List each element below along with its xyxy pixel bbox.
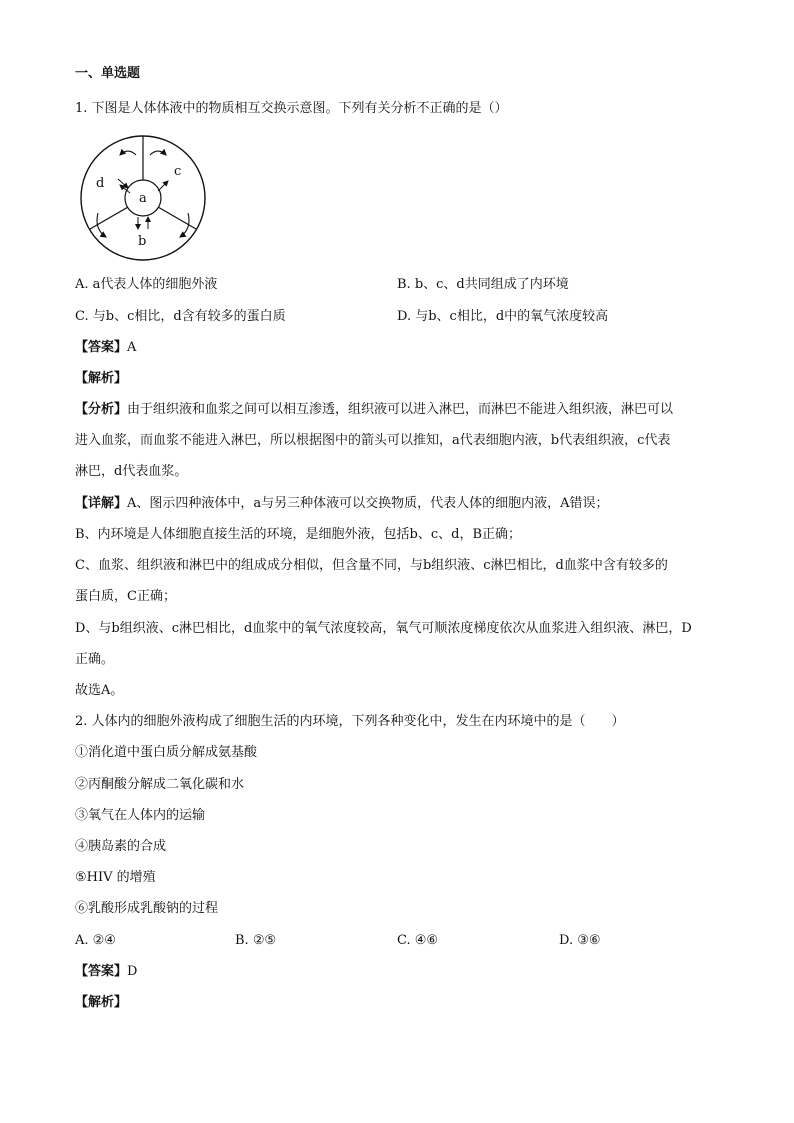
question-1-stem: 1. 下图是人体体液中的物质相互交换示意图。下列有关分析不正确的是（）	[75, 101, 508, 116]
arrow-c-bottom	[180, 213, 189, 237]
q2-answer	[75, 963, 137, 981]
q1-analysis-tag: 【解析】	[75, 371, 128, 386]
arrow-a-to-d	[120, 185, 130, 193]
q2-item-2: ②丙酮酸分解成二氧化碳和水	[75, 777, 245, 792]
arrow-d-bottom	[97, 213, 106, 237]
q1-xiangjie-line-5: D、与b组织液、c淋巴相比，d血浆中的氧气浓度较高，氧气可顺浓度梯度依次从血浆进入组织液、淋巴，D	[75, 621, 692, 636]
label-c: c	[174, 164, 182, 179]
q2-item-1: ①消化道中蛋白质分解成氨基酸	[75, 745, 258, 760]
answer-tag: 【答案】	[75, 340, 128, 355]
q2-option-c: C. ④⑥	[397, 933, 439, 948]
answer-value: A	[127, 340, 137, 355]
label-b: b	[138, 234, 147, 249]
divider-left	[90, 207, 128, 229]
q2-item-6: ⑥乳酸形成乳酸钠的过程	[75, 901, 219, 916]
q2-analysis-tag: 【解析】	[75, 995, 128, 1010]
q2-option-a: A. ②④	[75, 933, 116, 948]
q1-xiangjie-line-6: 正确。	[75, 652, 115, 667]
body-fluid-exchange-diagram	[78, 133, 208, 263]
q1-fenxi-line-2: 进入血浆，而血浆不能进入淋巴，所以根据图中的箭头可以推知，a代表细胞内液，b代表组织液，c代表	[75, 433, 671, 448]
q1-fenxi-line-3: 淋巴，d代表血浆。	[75, 464, 188, 479]
answer-tag: 【答案】	[75, 964, 128, 979]
xiangjie-text: A、图示四种液体中，a与另三种体液可以交换物质，代表人体的细胞内液，A错误；	[127, 496, 609, 511]
q1-fenxi-line-1	[75, 401, 673, 419]
q1-xiangjie-line-7: 故选A。	[75, 683, 124, 698]
q1-option-a: A. a代表人体的细胞外液	[75, 277, 218, 292]
q1-option-b: B. b、c、d共同组成了内环境	[397, 277, 569, 292]
arrow-d-to-a	[118, 179, 128, 188]
fenxi-text: 由于组织液和血浆之间可以相互渗透，组织液可以进入淋巴，而淋巴不能进入组织液，淋巴可以	[127, 402, 674, 417]
q1-xiangjie-line-1	[75, 495, 609, 513]
arrow-d-top	[120, 151, 136, 155]
answer-value: D	[127, 964, 138, 979]
question-2-stem: 2. 人体内的细胞外液构成了细胞生活的内环境，下列各种变化中，发生在内环境中的是（ ）	[75, 714, 625, 729]
q2-item-3: ③氧气在人体内的运输	[75, 808, 206, 823]
q1-option-c: C. 与b、c相比，d含有较多的蛋白质	[75, 309, 286, 324]
q2-item-4: ④胰岛素的合成	[75, 839, 167, 854]
label-d: d	[96, 176, 105, 191]
section-title: 一、单选题	[75, 66, 141, 81]
arrow-c-top	[150, 151, 166, 155]
q1-xiangjie-line-4: 蛋白质，C正确；	[75, 589, 176, 604]
label-a: a	[139, 191, 147, 206]
q2-option-d: D. ③⑥	[559, 933, 601, 948]
arrow-a-to-c	[158, 181, 168, 191]
xiangjie-tag: 【详解】	[75, 496, 128, 511]
q2-option-b: B. ②⑤	[235, 933, 277, 948]
q2-item-5: ⑤HIV 的增殖	[75, 870, 156, 885]
divider-right	[158, 207, 196, 229]
q1-xiangjie-line-3: C、血浆、组织液和淋巴中的组成成分相似，但含量不同，与b组织液、c淋巴相比，d血浆中含有较多的	[75, 558, 668, 573]
fenxi-tag: 【分析】	[75, 402, 128, 417]
q1-xiangjie-line-2: B、内环境是人体细胞直接生活的环境，是细胞外液，包括b、c、d，B正确；	[75, 527, 522, 542]
q1-answer	[75, 339, 136, 357]
q1-option-d: D. 与b、c相比，d中的氧气浓度较高	[397, 309, 609, 324]
